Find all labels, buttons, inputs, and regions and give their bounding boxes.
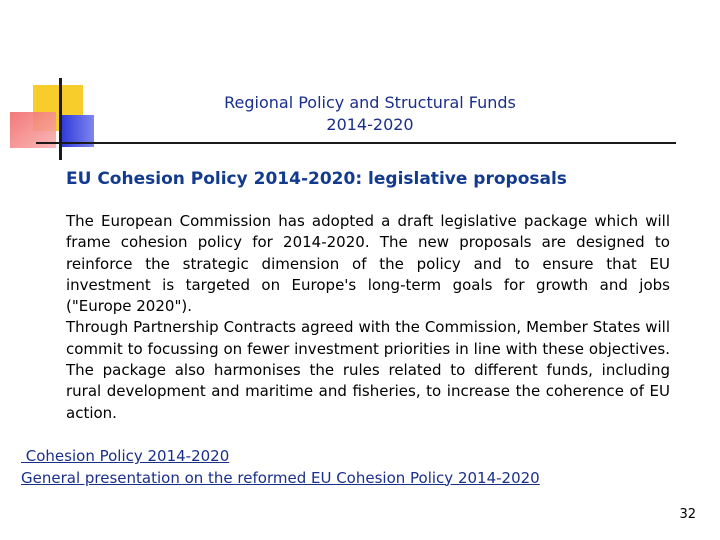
link-list (21, 446, 540, 489)
body-text (66, 211, 670, 424)
decor-horizontal-line (36, 142, 676, 144)
general-presentation-link[interactable]: General presentation on the reformed EU Cohesion Policy 2014-2020 (21, 468, 540, 487)
slide-title-line2: 2014-2020 (326, 115, 414, 134)
paragraph-1: The European Commission has adopted a draft legislative package which will frame cohesion policy for 2014-2020. The new proposals are designed to reinforce the strategic dimension of the policy and to ensure that EU investment is targeted on Europe's long-term goals for growth and jobs ("Europe 2020"). (66, 212, 670, 316)
slide-title-line1: Regional Policy and Structural Funds (224, 93, 516, 112)
cohesion-policy-link[interactable]: Cohesion Policy 2014-2020 (21, 447, 230, 465)
slide-title (160, 92, 580, 136)
paragraph-2: Through Partnership Contracts agreed with the Commission, Member States will commit to focussing on fewer investment priorities in line with these objectives. The package also harmonises the rules related to different funds, including rural development and maritime and fisheries, to increase the coherence of EU action. (66, 318, 670, 422)
page-number: 32 (679, 507, 696, 522)
section-heading: EU Cohesion Policy 2014-2020: legislative proposals (66, 169, 567, 189)
decor-vertical-line (59, 78, 62, 160)
